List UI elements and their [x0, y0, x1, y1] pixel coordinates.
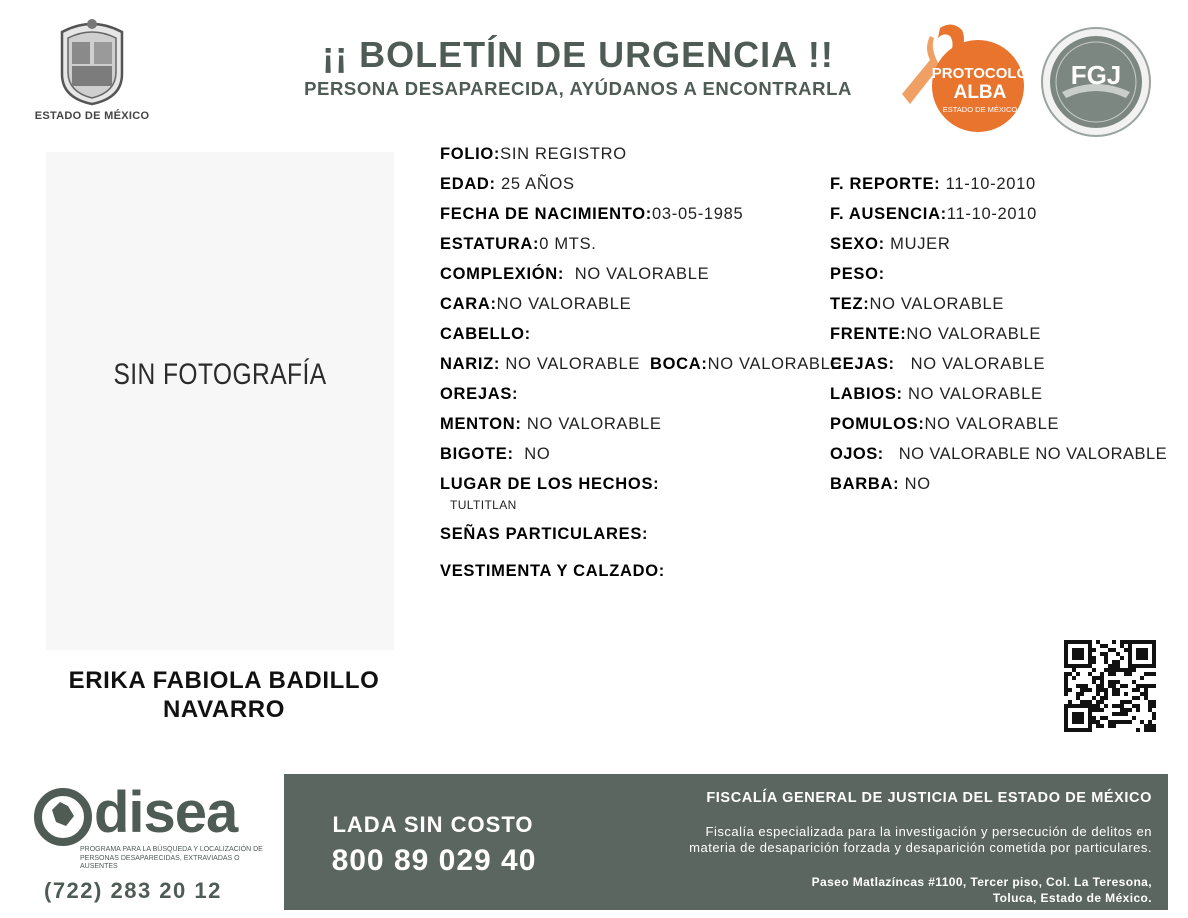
fiscalia-address-line2: Toluca, Estado de México. — [992, 891, 1152, 905]
field-label: F. REPORTE: — [830, 175, 941, 193]
field-label: ESTATURA: — [440, 235, 540, 253]
field-estatura — [440, 235, 597, 254]
field-frente — [830, 325, 1041, 344]
field-senas — [440, 525, 648, 544]
field-nariz — [440, 355, 640, 374]
field-value: 11-10-2010 — [945, 175, 1036, 193]
field-bigote — [440, 445, 550, 464]
field-barba — [830, 475, 931, 494]
field-label: OJOS: — [830, 445, 884, 463]
field-peso — [830, 265, 885, 284]
field-sexo — [830, 235, 951, 254]
field-label: BARBA: — [830, 475, 900, 493]
field-label: F. AUSENCIA: — [830, 205, 947, 223]
field-value: NO VALORABLE — [910, 355, 1046, 373]
fgj-logo-text: FGJ — [1070, 60, 1122, 90]
qr-code[interactable] — [1064, 640, 1156, 732]
alba-line2: ALBA — [953, 82, 1007, 103]
bulletin-subtitle: PERSONA DESAPARECIDA, AYÚDANOS A ENCONTRARLA — [304, 78, 852, 99]
field-value: NO VALORABLE — [924, 415, 1060, 433]
field-value: MUJER — [890, 235, 951, 253]
field-label: NARIZ: — [440, 355, 501, 373]
field-value: NO VALORABLE — [869, 295, 1005, 313]
field-menton — [440, 415, 662, 434]
field-value: NO — [904, 475, 931, 493]
fgj-logo — [1040, 26, 1152, 138]
field-label: FECHA DE NACIMIENTO: — [440, 205, 652, 223]
field-value: 11-10-2010 — [946, 205, 1038, 223]
footer-contact-band — [284, 774, 1168, 910]
field-value: NO VALORABLE NO VALORABLE — [898, 445, 1168, 463]
person-name — [34, 666, 414, 724]
person-photo — [46, 152, 394, 650]
field-labios — [830, 385, 1043, 404]
estado-de-mexico-logo — [28, 18, 156, 130]
field-value: NO VALORABLE — [707, 355, 843, 373]
field-label: POMULOS: — [830, 415, 925, 433]
fiscalia-description-line2: materia de desaparición forzada y desaparición cometida por particulares. — [689, 840, 1152, 855]
alba-line3: ESTADO DE MÉXICO — [942, 105, 1018, 114]
field-label: BOCA: — [650, 355, 708, 373]
field-fecha-nacimiento — [440, 205, 743, 224]
fiscalia-description — [592, 824, 1152, 856]
field-cabello — [440, 325, 531, 344]
field-value: NO VALORABLE — [505, 355, 641, 373]
field-vestimenta — [440, 562, 665, 581]
field-pomulos — [830, 415, 1059, 434]
field-value: NO VALORABLE — [526, 415, 662, 433]
alba-line1: PROTOCOLO — [931, 65, 1029, 82]
odisea-map-pin-icon — [34, 788, 92, 850]
protocolo-alba-logo — [900, 20, 1030, 134]
odisea-phone[interactable]: (722) 283 20 12 — [44, 878, 222, 903]
field-label: VESTIMENTA Y CALZADO: — [440, 562, 665, 580]
field-label: SEXO: — [830, 235, 885, 253]
bulletin-title: ¡¡ BOLETÍN DE URGENCIA !! — [322, 34, 834, 75]
field-f-reporte — [830, 175, 1036, 194]
field-value: SIN REGISTRO — [500, 145, 627, 163]
field-value: NO — [524, 445, 551, 463]
field-edad — [440, 175, 575, 194]
field-label: CABELLO: — [440, 325, 531, 343]
field-value: 25 AÑOS — [501, 175, 575, 193]
person-name-line1: ERIKA FABIOLA BADILLO — [68, 667, 380, 694]
state-name: ESTADO DE MÉXICO — [34, 110, 150, 122]
qr-code-icon — [1064, 640, 1156, 732]
fiscalia-name: FISCALÍA GENERAL DE JUSTICIA DEL ESTADO DE MÉXICO — [706, 790, 1152, 806]
field-orejas — [440, 385, 518, 404]
field-label: FRENTE: — [830, 325, 907, 343]
no-photo-placeholder: SIN FOTOGRAFÍA — [113, 358, 327, 391]
fiscalia-address — [592, 874, 1152, 906]
field-folio — [440, 145, 627, 164]
field-value: NO VALORABLE — [574, 265, 710, 283]
toll-free-number[interactable]: 800 89 029 40 — [331, 844, 537, 877]
field-boca — [650, 355, 842, 374]
field-value: NO VALORABLE — [906, 325, 1042, 343]
odisea-wordmark: disea — [94, 780, 238, 845]
field-ojos — [830, 445, 1167, 464]
field-f-ausencia — [830, 205, 1037, 224]
field-lugar-hechos — [440, 475, 659, 494]
field-cara — [440, 295, 631, 314]
field-label: BIGOTE: — [440, 445, 514, 463]
field-value: 03-05-1985 — [652, 205, 744, 223]
field-label: EDAD: — [440, 175, 496, 193]
person-name-line2: NAVARRO — [163, 696, 285, 723]
field-label: COMPLEXIÓN: — [440, 265, 565, 283]
field-label: OREJAS: — [440, 385, 519, 403]
odisea-logo — [34, 780, 270, 906]
field-label: TEZ: — [830, 295, 870, 313]
field-label: PESO: — [830, 265, 885, 283]
field-label: CEJAS: — [830, 355, 895, 373]
field-label: SEÑAS PARTICULARES: — [440, 525, 649, 543]
coat-of-arms-icon — [54, 18, 130, 106]
odisea-caption: PROGRAMA PARA LA BÚSQUEDA Y LOCALIZACIÓN DE PERSONAS DESAPARECIDAS, EXTRAVIADAS O AUSENTES — [80, 846, 263, 870]
field-complexion — [440, 265, 709, 284]
fiscalia-description-line1: Fiscalía especializada para la investigación y persecución de delitos en — [705, 824, 1152, 839]
field-value: NO VALORABLE — [496, 295, 632, 313]
field-label: CARA: — [440, 295, 497, 313]
field-label: LABIOS: — [830, 385, 903, 403]
field-value: 0 MTS. — [539, 235, 597, 253]
field-cejas — [830, 355, 1045, 374]
field-label: LUGAR DE LOS HECHOS: — [440, 475, 660, 493]
fiscalia-address-line1: Paseo Matlazíncas #1100, Tercer piso, Col. La Teresona, — [811, 875, 1152, 889]
field-value: NO VALORABLE — [908, 385, 1043, 403]
field-tez — [830, 295, 1004, 314]
toll-free-label: LADA SIN COSTO — [332, 812, 534, 837]
field-label: MENTON: — [440, 415, 522, 433]
field-lugar-hechos-value: TULTITLAN — [450, 498, 517, 512]
field-label: FOLIO: — [440, 145, 501, 163]
bulletin-header — [258, 34, 898, 100]
